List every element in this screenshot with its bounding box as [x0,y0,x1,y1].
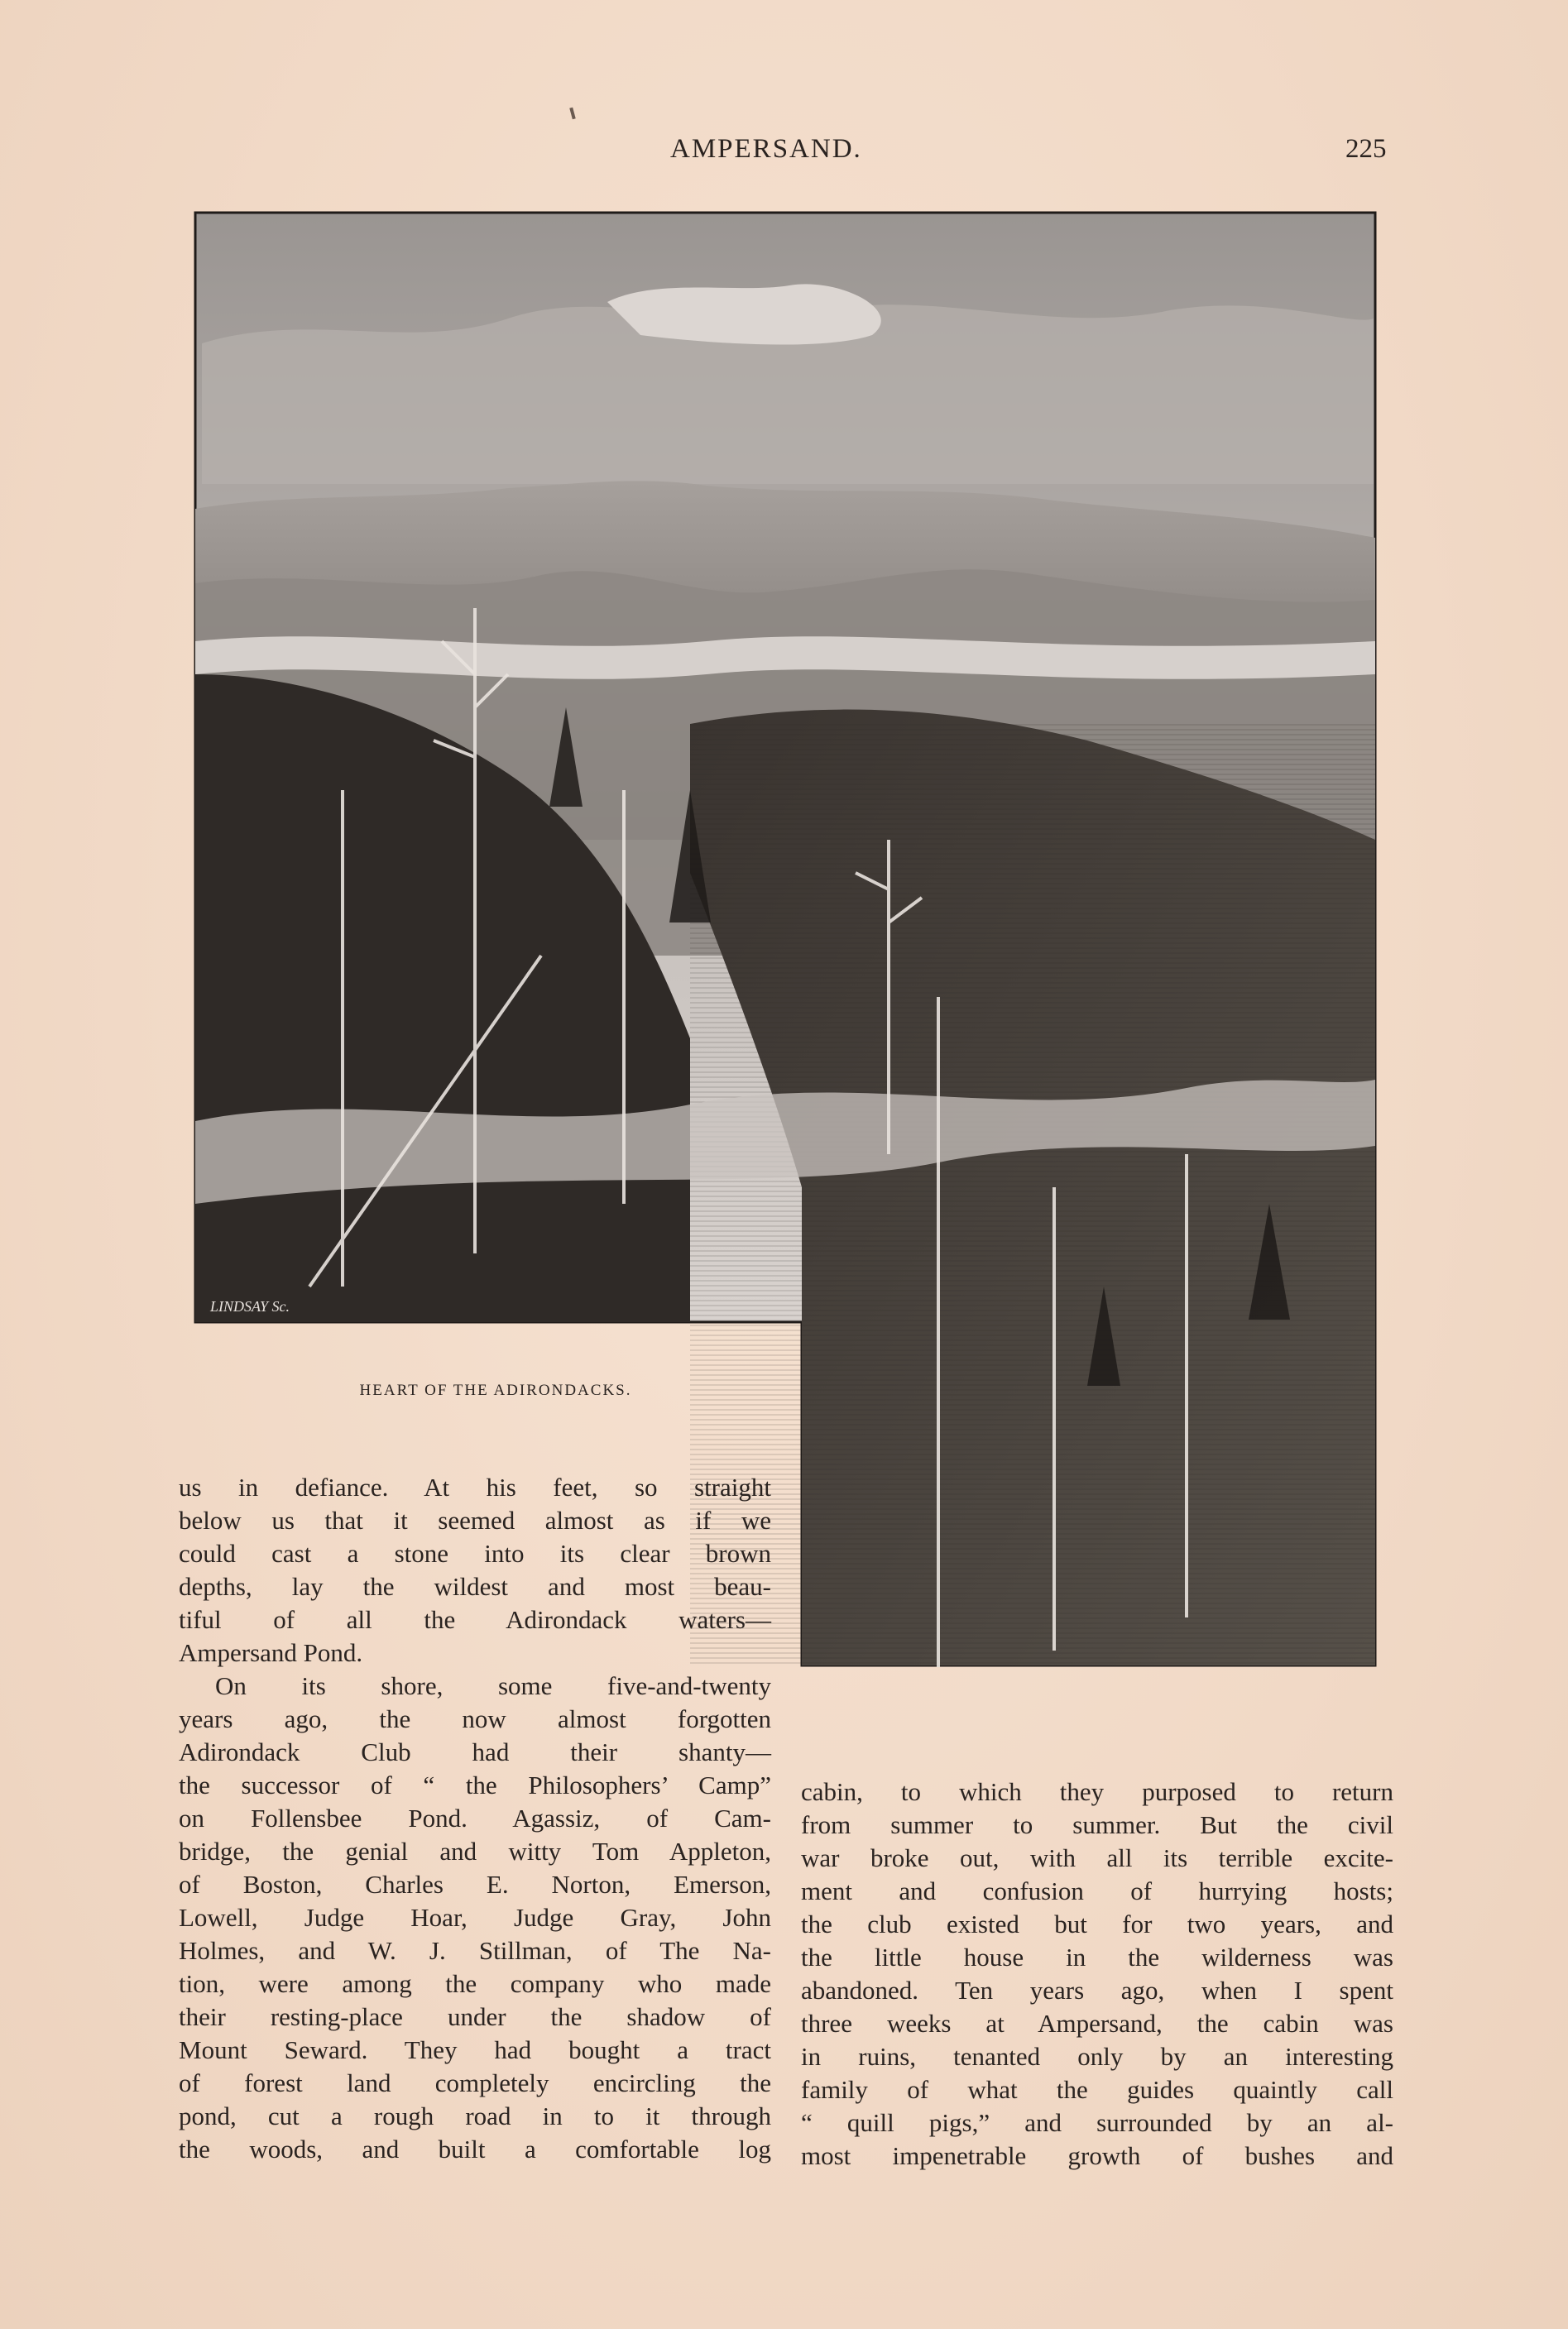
text-line: of Boston, Charles E. Norton, Emerson, [179,1870,771,1899]
text-line: tion, were among the company who made [179,1969,771,1998]
stray-ink-mark [569,108,575,120]
text-line: On its shore, some five-and-twenty [215,1671,771,1700]
text-line: most impenetrable growth of bushes and [801,2141,1393,2170]
text-line: Holmes, and W. J. Stillman, of The Na- [179,1936,771,1965]
running-head [0,134,1568,175]
text-line: depths, lay the wildest and most beau- [179,1572,771,1601]
text-line: their resting-place under the shadow of [179,2002,771,2031]
engraving-heart-of-the-adirondacks [194,211,1377,1667]
text-line: us in defiance. At his feet, so straight [179,1473,771,1502]
text-line: abandoned. Ten years ago, when I spent [801,1976,1393,2005]
text-line: from summer to summer. But the civil [801,1810,1393,1839]
text-line: Ampersand Pond. [179,1638,363,1667]
text-line: below us that it seemed almost as if we [179,1506,771,1535]
text-line: “ quill pigs,” and surrounded by an al- [801,2108,1393,2137]
text-line: the little house in the wilderness was [801,1943,1393,1972]
text-line: bridge, the genial and witty Tom Appleton, [179,1837,771,1866]
text-line: three weeks at Ampersand, the cabin was [801,2009,1393,2038]
text-line: cabin, to which they purposed to return [801,1777,1393,1806]
text-line: the club existed but for two years, and [801,1910,1393,1938]
text-line: Adirondack Club had their shanty— [179,1737,771,1766]
text-line: of forest land completely encircling the [179,2068,771,2097]
text-line: years ago, the now almost forgotten [179,1704,771,1733]
text-line: family of what the guides quaintly call [801,2075,1393,2104]
text-line: the successor of “ the Philosophers’ Camp” [179,1771,771,1799]
figure-caption: HEART OF THE ADIRONDACKS. [359,1382,632,1399]
engraver-signature: LINDSAY Sc. [210,1298,290,1315]
text-line: on Follensbee Pond. Agassiz, of Cam- [179,1804,771,1833]
text-line: tiful of all the Adirondack waters— [179,1605,771,1634]
running-title: AMPERSAND. [670,134,862,164]
text-line: pond, cut a rough road in to it through [179,2101,771,2130]
page-number: 225 [1345,134,1387,164]
text-line: Lowell, Judge Hoar, Judge Gray, John [179,1903,771,1932]
text-line: Mount Seward. They had bought a tract [179,2035,771,2064]
text-line: war broke out, with all its terrible excite- [801,1843,1393,1872]
text-line: in ruins, tenanted only by an interesting [801,2042,1393,2071]
text-line: could cast a stone into its clear brown [179,1539,771,1568]
text-column-left [179,1471,771,2166]
text-line: ment and confusion of hurrying hosts; [801,1876,1393,1905]
text-line: the woods, and built a comfortable log [179,2135,771,2164]
text-column-right [801,1776,1393,2173]
